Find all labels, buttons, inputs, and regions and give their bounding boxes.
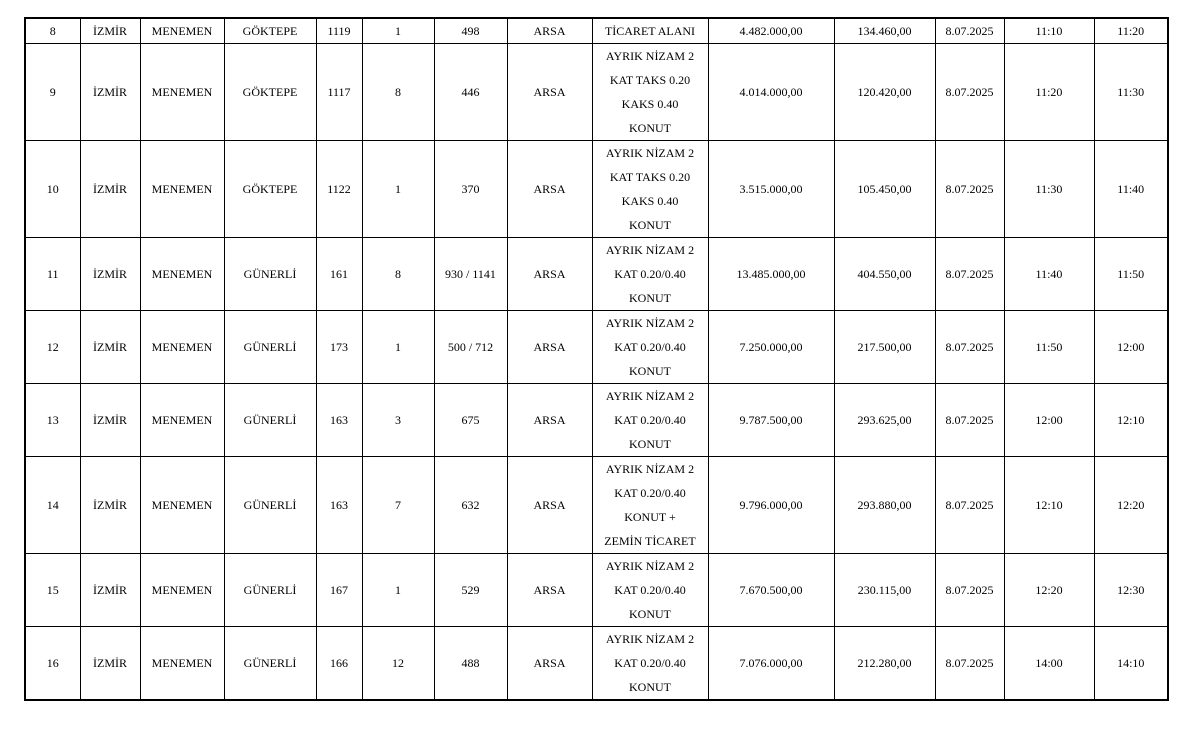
neighborhood-cell: GÖKTEPE (224, 18, 316, 44)
row-number-cell: 16 (25, 627, 80, 701)
zoning-line: AYRIK NİZAM 2 (605, 49, 695, 63)
zoning-line: AYRIK NİZAM 2 (605, 389, 695, 403)
zoning-line: KONUT (629, 218, 671, 232)
province-cell: İZMİR (80, 627, 140, 701)
property-type-cell: ARSA (507, 554, 592, 627)
estimated-value-cell: 13.485.000,00 (708, 238, 834, 311)
zoning-line: KONUT + (624, 510, 676, 524)
zoning-line: KONUT (629, 291, 671, 305)
province-cell: İZMİR (80, 44, 140, 141)
table-row (25, 627, 1168, 701)
zoning-line: AYRIK NİZAM 2 (605, 462, 695, 476)
province-cell: İZMİR (80, 457, 140, 554)
start-time-cell: 12:00 (1004, 384, 1094, 457)
parcel-number-cell: 8 (362, 238, 434, 311)
area-cell: 446 (434, 44, 507, 141)
zoning-line: KAT 0.20/0.40 (614, 656, 686, 670)
zoning-line: AYRIK NİZAM 2 (605, 243, 695, 257)
property-type-cell: ARSA (507, 457, 592, 554)
area-cell: 930 / 1141 (434, 238, 507, 311)
deposit-cell: 134.460,00 (834, 18, 935, 44)
zoning-cell (592, 384, 708, 457)
row-number-cell: 13 (25, 384, 80, 457)
end-time-cell: 11:50 (1094, 238, 1168, 311)
district-cell: MENEMEN (140, 238, 224, 311)
table-row (25, 141, 1168, 238)
zoning-line: TİCARET ALANI (604, 24, 696, 38)
property-type-cell: ARSA (507, 141, 592, 238)
start-time-cell: 11:20 (1004, 44, 1094, 141)
zoning-line: KONUT (629, 364, 671, 378)
parcel-number-cell: 1 (362, 311, 434, 384)
auction-date-cell: 8.07.2025 (935, 311, 1004, 384)
area-cell: 529 (434, 554, 507, 627)
zoning-line: AYRIK NİZAM 2 (605, 632, 695, 646)
row-number-cell: 9 (25, 44, 80, 141)
zoning-line: KONUT (629, 437, 671, 451)
end-time-cell: 11:30 (1094, 44, 1168, 141)
zoning-cell (592, 627, 708, 701)
auction-date-cell: 8.07.2025 (935, 627, 1004, 701)
start-time-cell: 11:50 (1004, 311, 1094, 384)
deposit-cell: 105.450,00 (834, 141, 935, 238)
zoning-line: KAT 0.20/0.40 (614, 267, 686, 281)
district-cell: MENEMEN (140, 141, 224, 238)
deposit-cell: 404.550,00 (834, 238, 935, 311)
estimated-value-cell: 9.796.000,00 (708, 457, 834, 554)
block-number-cell: 166 (316, 627, 362, 701)
zoning-cell (592, 311, 708, 384)
row-number-cell: 14 (25, 457, 80, 554)
end-time-cell: 11:20 (1094, 18, 1168, 44)
estimated-value-cell: 4.482.000,00 (708, 18, 834, 44)
neighborhood-cell: GÜNERLİ (224, 457, 316, 554)
parcel-auction-table (24, 17, 1169, 701)
block-number-cell: 163 (316, 457, 362, 554)
parcel-number-cell: 7 (362, 457, 434, 554)
province-cell: İZMİR (80, 554, 140, 627)
block-number-cell: 173 (316, 311, 362, 384)
parcel-number-cell: 1 (362, 141, 434, 238)
zoning-line: ZEMİN TİCARET (604, 534, 696, 548)
zoning-cell (592, 141, 708, 238)
deposit-cell: 120.420,00 (834, 44, 935, 141)
zoning-line: KAT 0.20/0.40 (614, 413, 686, 427)
district-cell: MENEMEN (140, 311, 224, 384)
property-type-cell: ARSA (507, 238, 592, 311)
property-type-cell: ARSA (507, 311, 592, 384)
zoning-line: AYRIK NİZAM 2 (605, 316, 695, 330)
parcel-number-cell: 3 (362, 384, 434, 457)
deposit-cell: 230.115,00 (834, 554, 935, 627)
zoning-cell (592, 44, 708, 141)
zoning-line: KONUT (629, 680, 671, 694)
block-number-cell: 1119 (316, 18, 362, 44)
zoning-line: AYRIK NİZAM 2 (605, 146, 695, 160)
province-cell: İZMİR (80, 384, 140, 457)
end-time-cell: 12:10 (1094, 384, 1168, 457)
neighborhood-cell: GÖKTEPE (224, 141, 316, 238)
start-time-cell: 11:10 (1004, 18, 1094, 44)
area-cell: 488 (434, 627, 507, 701)
zoning-line: KONUT (629, 121, 671, 135)
district-cell: MENEMEN (140, 554, 224, 627)
province-cell: İZMİR (80, 141, 140, 238)
neighborhood-cell: GÜNERLİ (224, 627, 316, 701)
end-time-cell: 14:10 (1094, 627, 1168, 701)
deposit-cell: 293.880,00 (834, 457, 935, 554)
block-number-cell: 1117 (316, 44, 362, 141)
property-type-cell: ARSA (507, 627, 592, 701)
table-row (25, 457, 1168, 554)
start-time-cell: 12:20 (1004, 554, 1094, 627)
district-cell: MENEMEN (140, 627, 224, 701)
province-cell: İZMİR (80, 238, 140, 311)
block-number-cell: 1122 (316, 141, 362, 238)
table-row (25, 311, 1168, 384)
end-time-cell: 12:00 (1094, 311, 1168, 384)
auction-date-cell: 8.07.2025 (935, 457, 1004, 554)
row-number-cell: 12 (25, 311, 80, 384)
start-time-cell: 12:10 (1004, 457, 1094, 554)
row-number-cell: 11 (25, 238, 80, 311)
estimated-value-cell: 7.076.000,00 (708, 627, 834, 701)
district-cell: MENEMEN (140, 18, 224, 44)
area-cell: 632 (434, 457, 507, 554)
province-cell: İZMİR (80, 311, 140, 384)
auction-date-cell: 8.07.2025 (935, 554, 1004, 627)
end-time-cell: 12:20 (1094, 457, 1168, 554)
zoning-line: KAKS 0.40 (621, 194, 679, 208)
auction-date-cell: 8.07.2025 (935, 44, 1004, 141)
parcel-number-cell: 8 (362, 44, 434, 141)
zoning-line: KAT TAKS 0.20 (609, 170, 691, 184)
block-number-cell: 163 (316, 384, 362, 457)
zoning-line: KAT TAKS 0.20 (609, 73, 691, 87)
end-time-cell: 12:30 (1094, 554, 1168, 627)
parcel-number-cell: 12 (362, 627, 434, 701)
zoning-line: KAT 0.20/0.40 (614, 583, 686, 597)
table-row (25, 554, 1168, 627)
area-cell: 498 (434, 18, 507, 44)
zoning-line: KONUT (629, 607, 671, 621)
zoning-cell (592, 238, 708, 311)
area-cell: 500 / 712 (434, 311, 507, 384)
district-cell: MENEMEN (140, 384, 224, 457)
table-row (25, 384, 1168, 457)
auction-date-cell: 8.07.2025 (935, 384, 1004, 457)
property-type-cell: ARSA (507, 384, 592, 457)
estimated-value-cell: 9.787.500,00 (708, 384, 834, 457)
neighborhood-cell: GÜNERLİ (224, 311, 316, 384)
estimated-value-cell: 7.250.000,00 (708, 311, 834, 384)
table-row (25, 18, 1168, 44)
table-row (25, 44, 1168, 141)
estimated-value-cell: 4.014.000,00 (708, 44, 834, 141)
row-number-cell: 8 (25, 18, 80, 44)
start-time-cell: 11:40 (1004, 238, 1094, 311)
auction-date-cell: 8.07.2025 (935, 141, 1004, 238)
property-type-cell: ARSA (507, 44, 592, 141)
row-number-cell: 15 (25, 554, 80, 627)
end-time-cell: 11:40 (1094, 141, 1168, 238)
area-cell: 370 (434, 141, 507, 238)
neighborhood-cell: GÜNERLİ (224, 384, 316, 457)
zoning-line: KAT 0.20/0.40 (614, 486, 686, 500)
estimated-value-cell: 3.515.000,00 (708, 141, 834, 238)
zoning-line: KAKS 0.40 (621, 97, 679, 111)
auction-date-cell: 8.07.2025 (935, 18, 1004, 44)
deposit-cell: 217.500,00 (834, 311, 935, 384)
province-cell: İZMİR (80, 18, 140, 44)
table-body (25, 18, 1168, 700)
deposit-cell: 293.625,00 (834, 384, 935, 457)
parcel-number-cell: 1 (362, 554, 434, 627)
block-number-cell: 161 (316, 238, 362, 311)
estimated-value-cell: 7.670.500,00 (708, 554, 834, 627)
zoning-cell (592, 18, 708, 44)
auction-date-cell: 8.07.2025 (935, 238, 1004, 311)
area-cell: 675 (434, 384, 507, 457)
zoning-cell (592, 457, 708, 554)
parcel-number-cell: 1 (362, 18, 434, 44)
start-time-cell: 14:00 (1004, 627, 1094, 701)
zoning-line: AYRIK NİZAM 2 (605, 559, 695, 573)
neighborhood-cell: GÜNERLİ (224, 554, 316, 627)
zoning-line: KAT 0.20/0.40 (614, 340, 686, 354)
district-cell: MENEMEN (140, 44, 224, 141)
block-number-cell: 167 (316, 554, 362, 627)
deposit-cell: 212.280,00 (834, 627, 935, 701)
zoning-cell (592, 554, 708, 627)
neighborhood-cell: GÖKTEPE (224, 44, 316, 141)
start-time-cell: 11:30 (1004, 141, 1094, 238)
auction-table-page (24, 17, 1167, 701)
property-type-cell: ARSA (507, 18, 592, 44)
district-cell: MENEMEN (140, 457, 224, 554)
neighborhood-cell: GÜNERLİ (224, 238, 316, 311)
table-row (25, 238, 1168, 311)
row-number-cell: 10 (25, 141, 80, 238)
